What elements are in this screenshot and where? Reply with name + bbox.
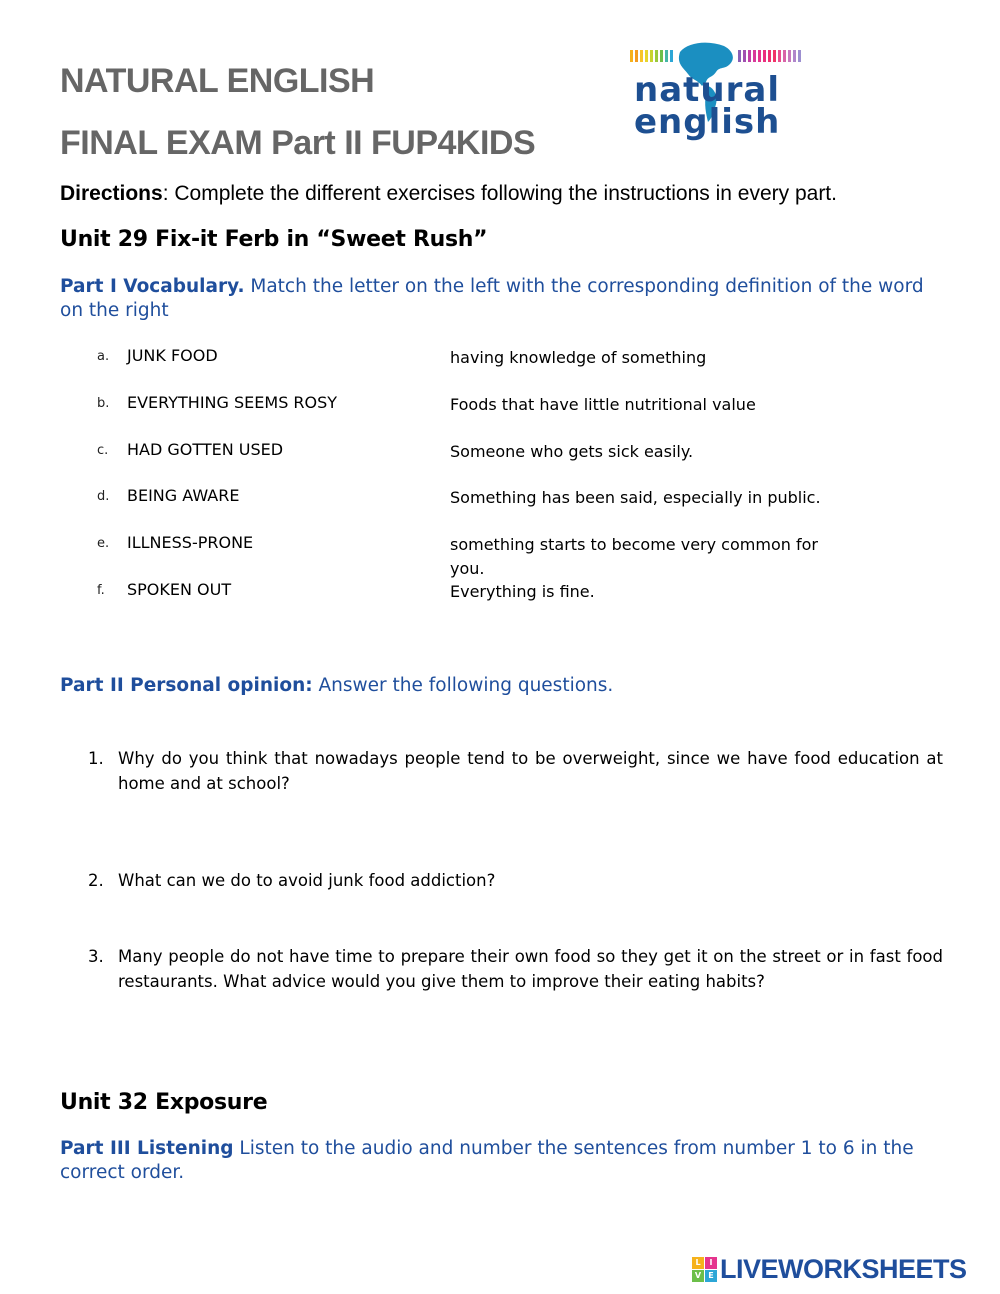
part2-instructions <box>60 674 940 698</box>
vocab-row-c <box>0 440 1000 464</box>
vocab-definition: having knowledge of something <box>450 348 707 367</box>
part3-text: Listen to the audio and number the sentences from number 1 to 6 in the correct order. <box>60 1138 914 1183</box>
logo-text-english: english <box>634 102 781 142</box>
directions-text: : Complete the different exercises following the instructions in every part. <box>162 182 837 205</box>
vocab-word: BEING AWARE <box>127 486 240 505</box>
vocab-definition: Everything is fine. <box>450 582 595 601</box>
vocab-row-f <box>0 580 1000 604</box>
liveworksheets-logo <box>692 1254 967 1284</box>
badge-letter-l: L <box>692 1257 704 1269</box>
part3-instructions <box>60 1137 940 1185</box>
part2-text: Answer the following questions. <box>312 675 614 696</box>
part3-label: Part III Listening <box>60 1138 234 1159</box>
question-3 <box>88 944 943 994</box>
vocab-letter: f. <box>97 583 105 598</box>
vocab-row-e <box>0 533 1000 581</box>
vocab-definition: Foods that have little nutritional value <box>450 395 756 414</box>
question-text: Many people do not have time to prepare their own food so they get it on the street or in fast food restaurants. What advice would you give them to improve their eating habits? <box>118 947 943 991</box>
vocab-definition: Something has been said, especially in public. <box>450 488 821 507</box>
part1-label: Part I Vocabulary. <box>60 276 245 297</box>
vocab-row-b <box>0 393 1000 417</box>
vocab-letter: e. <box>97 536 110 551</box>
vocab-letter: b. <box>97 396 110 411</box>
vocab-definition: Someone who gets sick easily. <box>450 442 694 461</box>
vocab-letter: a. <box>97 349 110 364</box>
part1-text: Match the letter on the left with the corresponding definition of the word on the right <box>60 276 924 321</box>
question-number: 3. <box>88 947 104 966</box>
directions-label: Directions <box>60 182 163 205</box>
page-title-line1: NATURAL ENGLISH <box>60 62 375 100</box>
badge-letter-e: E <box>705 1270 717 1282</box>
question-number: 2. <box>88 871 104 890</box>
question-text: Why do you think that nowadays people tend to be overweight, since we have food education at home and at school? <box>118 749 943 793</box>
vocab-definition: something starts to become very common for you. <box>450 535 818 578</box>
vocab-row-d <box>0 486 1000 510</box>
vocab-letter: c. <box>97 443 109 458</box>
vocab-word: JUNK FOOD <box>127 346 218 365</box>
vocab-word: EVERYTHING SEEMS ROSY <box>127 393 338 412</box>
page-title-line2: FINAL EXAM Part II FUP4KIDS <box>60 124 536 162</box>
directions <box>60 182 837 206</box>
liveworksheets-text: LIVEWORKSHEETS <box>720 1253 967 1284</box>
question-1 <box>88 746 943 796</box>
vocab-word: ILLNESS-PRONE <box>127 533 254 552</box>
unit32-heading: Unit 32 Exposure <box>60 1090 268 1115</box>
logo-text-natural: natural <box>634 70 780 110</box>
part2-label: Part II Personal opinion: <box>60 675 313 696</box>
vocab-word: SPOKEN OUT <box>127 580 232 599</box>
vocab-row-a <box>0 346 1000 370</box>
vocab-word: HAD GOTTEN USED <box>127 440 284 459</box>
question-2 <box>88 868 943 893</box>
badge-letter-i: I <box>705 1257 717 1269</box>
natural-english-logo <box>628 42 808 142</box>
liveworksheets-badge <box>692 1257 717 1282</box>
part1-instructions <box>60 275 940 323</box>
badge-letter-v: V <box>692 1270 704 1282</box>
question-number: 1. <box>88 749 104 768</box>
vocab-letter: d. <box>97 489 110 504</box>
unit29-heading: Unit 29 Fix-it Ferb in “Sweet Rush” <box>60 227 488 252</box>
question-text: What can we do to avoid junk food addiction? <box>118 871 496 890</box>
